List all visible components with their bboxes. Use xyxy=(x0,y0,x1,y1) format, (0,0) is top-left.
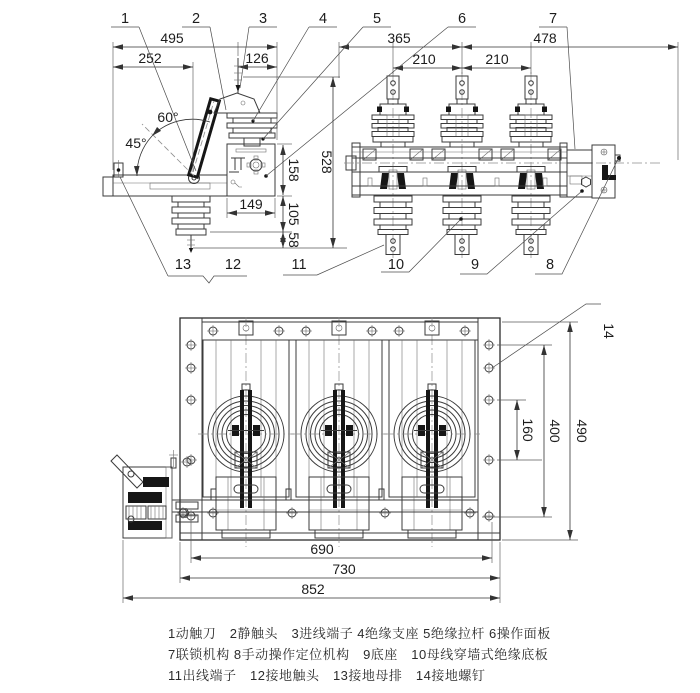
dim-730: 730 xyxy=(332,561,356,577)
side-view-dimensions xyxy=(113,30,347,248)
pole-column xyxy=(432,72,492,258)
dim-210-left: 210 xyxy=(412,51,436,67)
callout-10: 10 xyxy=(387,257,405,273)
dim-149: 149 xyxy=(239,196,263,212)
dim-490: 490 xyxy=(574,419,590,443)
dim-58: 58 xyxy=(286,232,302,248)
callout-6: 6 xyxy=(457,11,467,27)
dim-400: 400 xyxy=(547,419,563,443)
callout-7: 7 xyxy=(548,11,558,27)
legend-line-2: 7联锁机构 8手动操作定位机构 9底座 10母线穿墙式绝缘底板 xyxy=(168,647,549,662)
dim-528: 528 xyxy=(319,150,335,174)
dim-158: 158 xyxy=(286,158,302,182)
callout-11: 11 xyxy=(291,257,307,273)
dim-495: 495 xyxy=(160,30,184,46)
callout-4: 4 xyxy=(318,11,328,27)
callout-8: 8 xyxy=(545,257,555,273)
callout-12: 12 xyxy=(224,257,242,273)
dim-60deg: 60° xyxy=(157,109,179,125)
pole-column xyxy=(363,72,423,258)
legend-line-3: 11出线端子 12接地触头 13接地母排 14接地螺钉 xyxy=(168,668,486,683)
pole-assembly-view xyxy=(344,72,660,258)
dim-126: 126 xyxy=(245,50,269,66)
dim-252: 252 xyxy=(138,50,162,66)
front-panel-view xyxy=(111,317,500,547)
callout-9: 9 xyxy=(470,257,480,273)
callout-5: 5 xyxy=(372,11,382,27)
pole-column xyxy=(501,72,561,258)
dim-160: 160 xyxy=(520,418,536,442)
callout-1: 1 xyxy=(120,11,130,27)
callout-3: 3 xyxy=(258,11,268,27)
parts-legend xyxy=(168,626,551,683)
dim-690: 690 xyxy=(310,541,334,557)
front-view-dimensions xyxy=(123,304,617,603)
pole-view-dimensions xyxy=(339,30,678,160)
callout-13: 13 xyxy=(174,257,192,273)
legend-line-1: 1动触刀 2静触头 3进线端子 4绝缘支座 5绝缘拉杆 6操作面板 xyxy=(168,626,551,641)
dim-45deg: 45° xyxy=(125,135,147,151)
callout-14: 14 xyxy=(601,323,617,339)
dim-478: 478 xyxy=(533,30,557,46)
callout-2: 2 xyxy=(191,11,201,27)
dim-852: 852 xyxy=(301,581,325,597)
dim-210-right: 210 xyxy=(485,51,509,67)
dim-365: 365 xyxy=(387,30,411,46)
dim-105: 105 xyxy=(286,202,302,226)
